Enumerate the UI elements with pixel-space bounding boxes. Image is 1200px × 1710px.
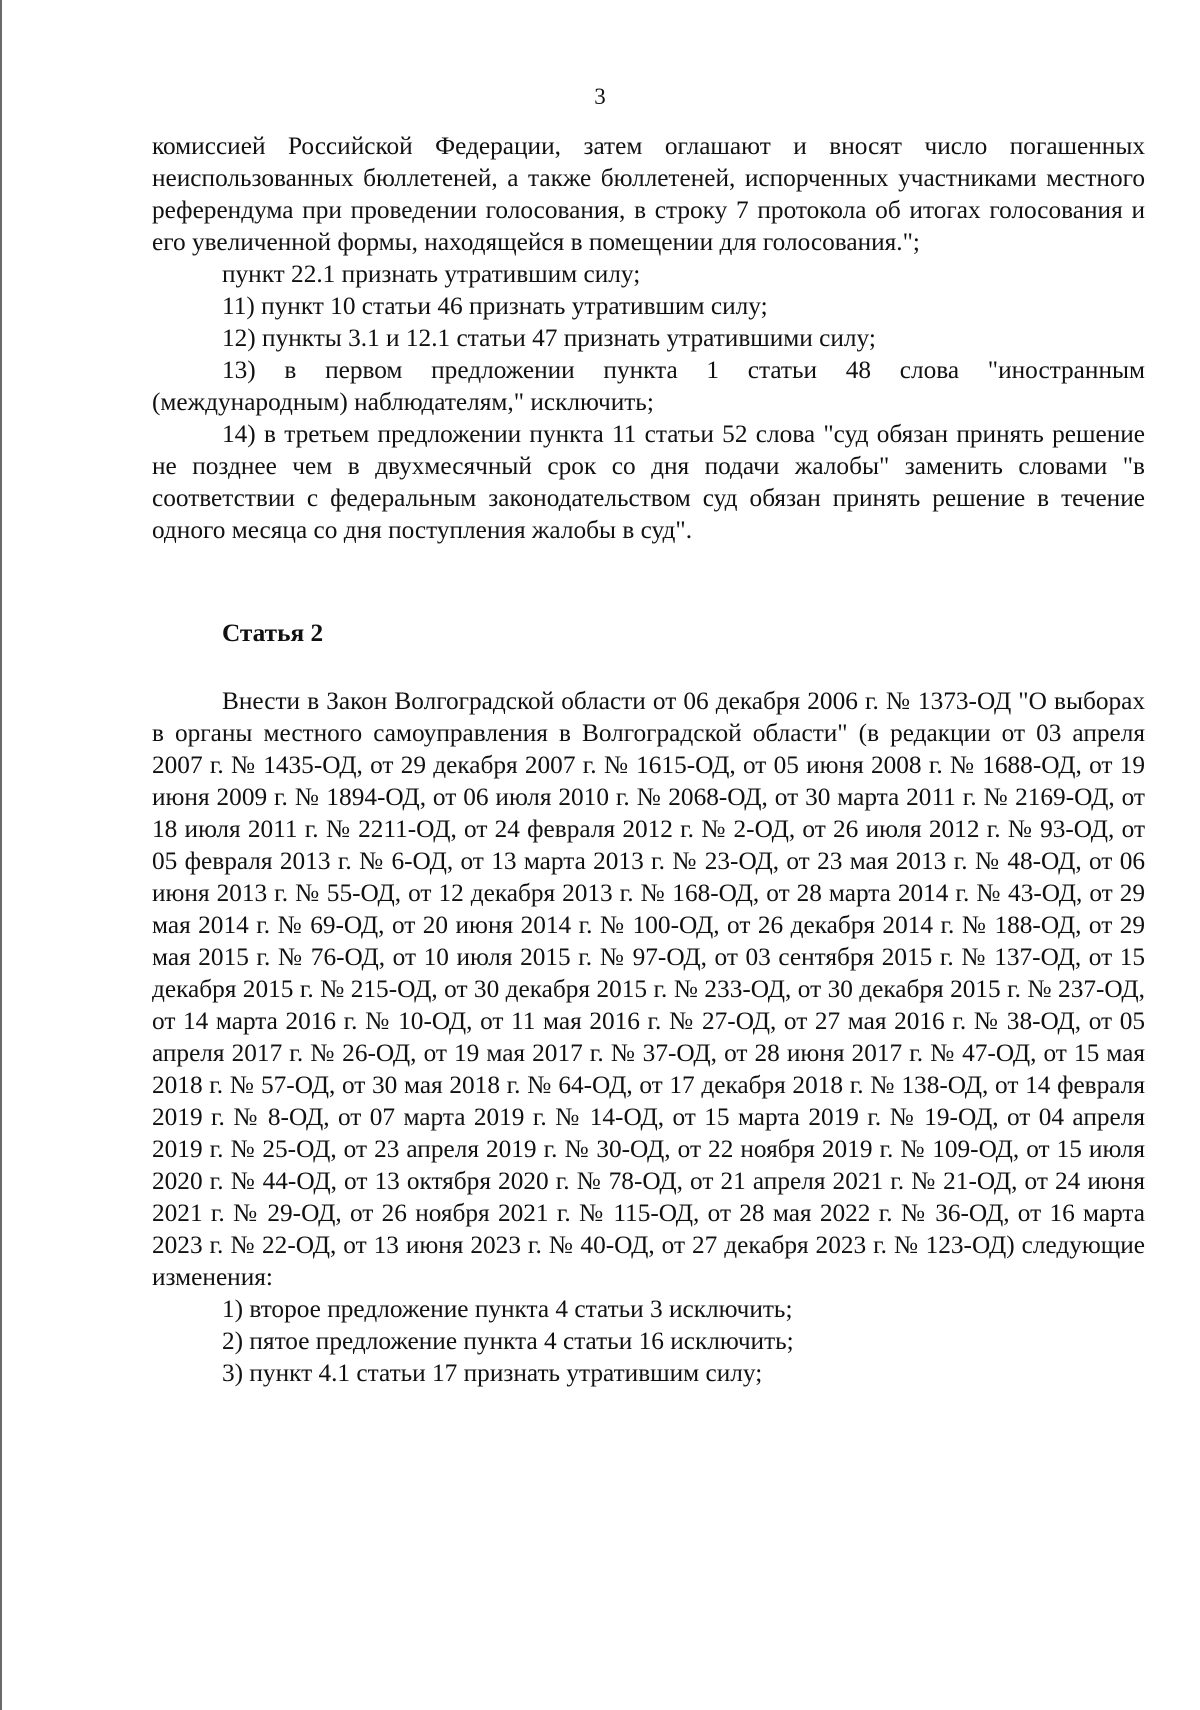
paragraph-item-12: 12) пункты 3.1 и 12.1 статьи 47 признать утратившими силу;	[222, 324, 876, 352]
page-number: 3	[594, 84, 606, 109]
scan-edge-line	[0, 0, 2, 1710]
paragraph-item-13: 13) в первом предложении пункта 1 статьи 48 слова "иностранным (международным) наблюдателям," исключить;	[152, 356, 1145, 416]
article-2-item-1: 1) второе предложение пункта 4 статьи 3 исключить;	[222, 1295, 793, 1323]
paragraph-continuation: комиссией Российской Федерации, затем оглашают и вносят число погашенных неиспользованных бюллетеней, а также бюллетеней, испорченных участниками местного референдума при проведении голосования, в строку 7 протокола об итогах голосования и его увеличенной формы, находящейся в помещении для голосования.";	[152, 132, 1145, 256]
article-2-intro: Внести в Закон Волгоградской области от 06 декабря 2006 г. № 1373-ОД "О выборах в органы местного самоуправления в Волгоградской области" (в редакции от 03 апреля 2007 г. № 1435-ОД, от 29 декабря 2007 г. № 1615-ОД, от 05 июня 2008 г. № 1688-ОД, от 19 июня 2009 г. № 1894-ОД, от 06 июля 2010 г. № 2068-ОД, от 30 марта 2011 г. № 2169-ОД, от 18 июля 2011 г. № 2211-ОД, от 24 февраля 2012 г. № 2-ОД, от 26 июля 2012 г. № 93-ОД, от 05 февраля 2013 г. № 6-ОД, от 13 марта 2013 г. № 23-ОД, от 23 мая 2013 г. № 48-ОД, от 06 июня 2013 г. № 55-ОД, от 12 декабря 2013 г. № 168-ОД, от 28 марта 2014 г. № 43-ОД, от 29 мая 2014 г. № 69-ОД, от 20 июня 2014 г. № 100-ОД, от 26 декабря 2014 г. № 188-ОД, от 29 мая 2015 г. № 76-ОД, от 10 июля 2015 г. № 97-ОД, от 03 сентября 2015 г. № 137-ОД, от 15 декабря 2015 г. № 215-ОД, от 30 декабря 2015 г. № 233-ОД, от 30 декабря 2015 г. № 237-ОД, от 14 марта 2016 г. № 10-ОД, от 11 мая 2016 г. № 27-ОД, от 27 мая 2016 г. № 38-ОД, от 05 апреля 2017 г. № 26-ОД, от 19 мая 2017 г. № 37-ОД, от 28 июня 2017 г. № 47-ОД, от 15 мая 2018 г. № 57-ОД, от 30 мая 2018 г. № 64-ОД, от 17 декабря 2018 г. № 138-ОД, от 14 февраля 2019 г. № 8-ОД, от 07 марта 2019 г. № 14-ОД, от 15 марта 2019 г. № 19-ОД, от 04 апреля 2019 г. № 25-ОД, от 23 апреля 2019 г. № 30-ОД, от 22 ноября 2019 г. № 109-ОД, от 15 июля 2020 г. № 44-ОД, от 13 октября 2020 г. № 78-ОД, от 21 апреля 2021 г. № 21-ОД, от 24 июня 2021 г. № 29-ОД, от 26 ноября 2021 г. № 115-ОД, от 28 мая 2022 г. № 36-ОД, от 16 марта 2023 г. № 22-ОД, от 13 июня 2023 г. № 40-ОД, от 27 декабря 2023 г. № 123-ОД) следующие изменения:	[152, 687, 1145, 1291]
paragraph-item-14: 14) в третьем предложении пункта 11 статьи 52 слова "суд обязан принять решение не позднее чем в двухмесячный срок со дня подачи жалобы" заменить словами "в соответствии с федеральным законодательством суд обязан принять решение в течение одного месяца со дня поступления жалобы в суд".	[152, 420, 1145, 544]
paragraph-item-22-1: пункт 22.1 признать утратившим силу;	[222, 260, 641, 288]
article-2-item-2: 2) пятое предложение пункта 4 статьи 16 исключить;	[222, 1327, 794, 1355]
article-2-body	[152, 685, 1145, 1389]
article-1-continuation	[152, 130, 1145, 546]
article-2-heading: Статья 2	[222, 619, 324, 647]
article-2-item-3: 3) пункт 4.1 статьи 17 признать утратившим силу;	[222, 1359, 763, 1387]
paragraph-item-11: 11) пункт 10 статьи 46 признать утратившим силу;	[222, 292, 768, 320]
